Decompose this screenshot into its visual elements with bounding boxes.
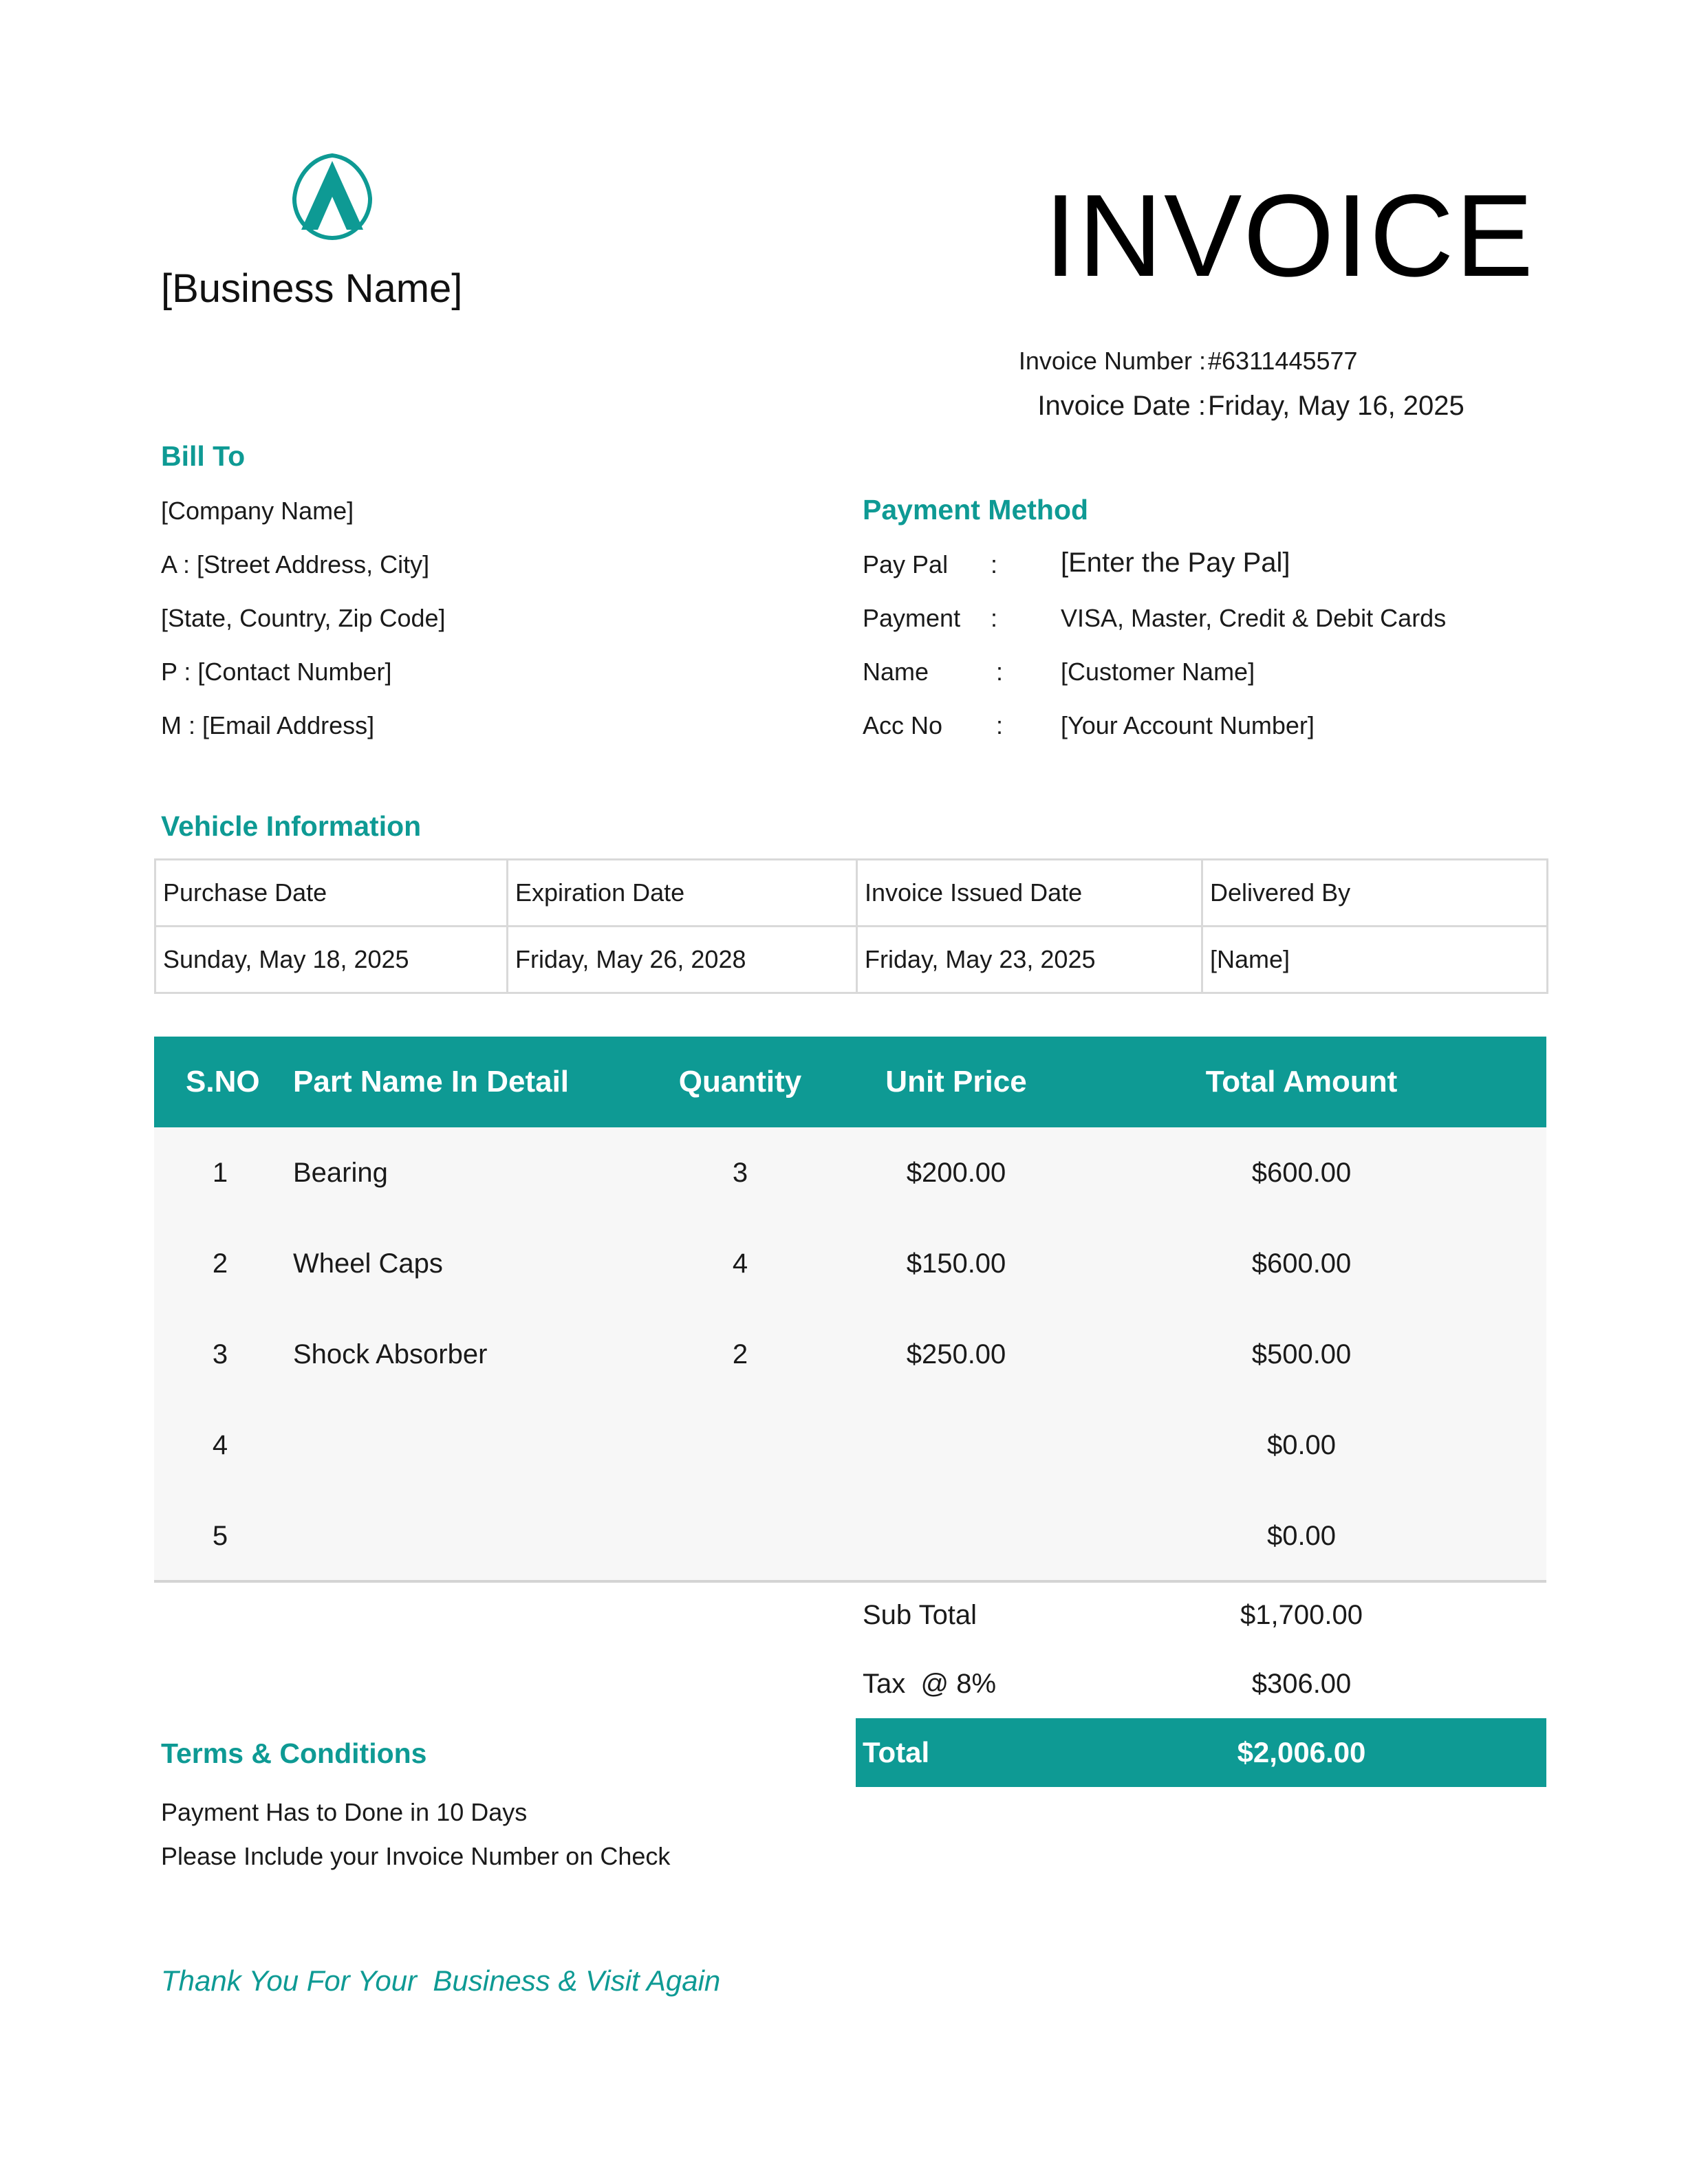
header-sno: S.NO xyxy=(186,1065,260,1098)
row-total-amount: $0.00 xyxy=(1266,1521,1337,1551)
vehicle-value-row xyxy=(155,927,1548,993)
payment-row-sep: : xyxy=(991,604,998,632)
row-part-name: Wheel Caps xyxy=(293,1248,443,1279)
invoice-title: INVOICE xyxy=(1044,171,1535,301)
terms-line: Payment Has to Done in 10 Days xyxy=(161,1798,528,1826)
header-quantity: Quantity xyxy=(678,1065,802,1098)
vehicle-header-cell: Invoice Issued Date xyxy=(857,860,1202,927)
payment-row-label: Name xyxy=(863,658,929,686)
row-unit-price: $150.00 xyxy=(906,1248,1006,1279)
invoice-number-value: #6311445577 xyxy=(1208,347,1358,375)
row-quantity: 4 xyxy=(732,1248,748,1279)
invoice-date-label: Invoice Date : xyxy=(1037,391,1206,421)
grand-total-value: $2,006.00 xyxy=(1237,1736,1366,1768)
header-total-amount: Total Amount xyxy=(1205,1065,1398,1098)
table-row xyxy=(154,1127,1546,1218)
subtotal-value: $1,700.00 xyxy=(1240,1600,1363,1630)
payment-row-value: [Your Account Number] xyxy=(1061,711,1315,739)
row-total-amount: $0.00 xyxy=(1266,1430,1337,1460)
row-unit-price: $200.00 xyxy=(906,1158,1006,1188)
row-total-amount: $600.00 xyxy=(1251,1158,1352,1188)
tax-value: $306.00 xyxy=(1251,1669,1352,1699)
invoice-date-value: Friday, May 16, 2025 xyxy=(1208,391,1464,421)
vehicle-header-cell: Expiration Date xyxy=(508,860,857,927)
payment-row-sep: : xyxy=(996,711,1004,739)
table-row xyxy=(154,1400,1546,1491)
vehicle-header-row xyxy=(155,860,1548,927)
row-sno: 5 xyxy=(212,1521,228,1551)
bill-to-email: M : [Email Address] xyxy=(161,711,375,739)
business-name: [Business Name] xyxy=(161,266,463,311)
vehicle-info-table xyxy=(154,858,1548,994)
payment-row-label: Pay Pal xyxy=(863,550,949,578)
terms-line: Please Include your Invoice Number on Check xyxy=(161,1842,671,1870)
bill-to-region: [State, Country, Zip Code] xyxy=(161,604,446,632)
row-total-amount: $500.00 xyxy=(1251,1339,1352,1369)
vehicle-value-cell: [Name] xyxy=(1202,927,1548,993)
vehicle-header-cell: Delivered By xyxy=(1202,860,1548,927)
vehicle-value-cell: Friday, May 23, 2025 xyxy=(857,927,1202,993)
payment-row-value: [Customer Name] xyxy=(1061,658,1255,686)
thank-you-note: Thank You For Your Business & Visit Again xyxy=(161,1964,721,1997)
items-table-body xyxy=(154,1127,1546,1583)
grand-total-bar xyxy=(856,1718,1546,1787)
vehicle-value-cell: Sunday, May 18, 2025 xyxy=(155,927,508,993)
table-row xyxy=(154,1218,1546,1309)
payment-method-heading: Payment Method xyxy=(863,494,1089,526)
payment-row-label: Payment xyxy=(863,604,961,632)
payment-row-label: Acc No xyxy=(863,711,943,739)
vehicle-header-cell: Purchase Date xyxy=(155,860,508,927)
row-sno: 4 xyxy=(212,1430,228,1460)
table-row xyxy=(154,1309,1546,1400)
grand-total-label: Total xyxy=(863,1736,930,1768)
subtotal-label: Sub Total xyxy=(863,1600,977,1630)
vehicle-value-cell: Friday, May 26, 2028 xyxy=(508,927,857,993)
payment-row-value: VISA, Master, Credit & Debit Cards xyxy=(1061,604,1447,632)
items-table-header xyxy=(154,1037,1546,1127)
row-total-amount: $600.00 xyxy=(1251,1248,1352,1279)
bill-to-company: [Company Name] xyxy=(161,497,354,525)
row-quantity: 3 xyxy=(732,1158,748,1188)
bill-to-phone: P : [Contact Number] xyxy=(161,658,392,686)
bill-to-address: A : [Street Address, City] xyxy=(161,550,430,578)
payment-row-sep: : xyxy=(996,658,1004,686)
tax-label: Tax @ 8% xyxy=(863,1669,997,1699)
row-sno: 3 xyxy=(212,1339,228,1369)
row-part-name: Shock Absorber xyxy=(293,1339,488,1369)
row-quantity: 2 xyxy=(732,1339,748,1369)
row-sno: 2 xyxy=(212,1248,228,1279)
terms-heading: Terms & Conditions xyxy=(161,1737,427,1769)
payment-row-sep: : xyxy=(991,550,998,578)
invoice-number-label: Invoice Number : xyxy=(1018,347,1206,375)
row-sno: 1 xyxy=(212,1158,228,1188)
row-unit-price: $250.00 xyxy=(906,1339,1006,1369)
payment-row-value: [Enter the Pay Pal] xyxy=(1061,548,1290,578)
row-part-name: Bearing xyxy=(293,1158,388,1188)
vehicle-info-heading: Vehicle Information xyxy=(161,810,422,842)
table-row xyxy=(154,1491,1546,1581)
header-part-name: Part Name In Detail xyxy=(293,1065,570,1098)
header-unit-price: Unit Price xyxy=(885,1065,1027,1098)
triangle-logo-icon xyxy=(292,153,373,241)
bill-to-heading: Bill To xyxy=(161,440,246,472)
